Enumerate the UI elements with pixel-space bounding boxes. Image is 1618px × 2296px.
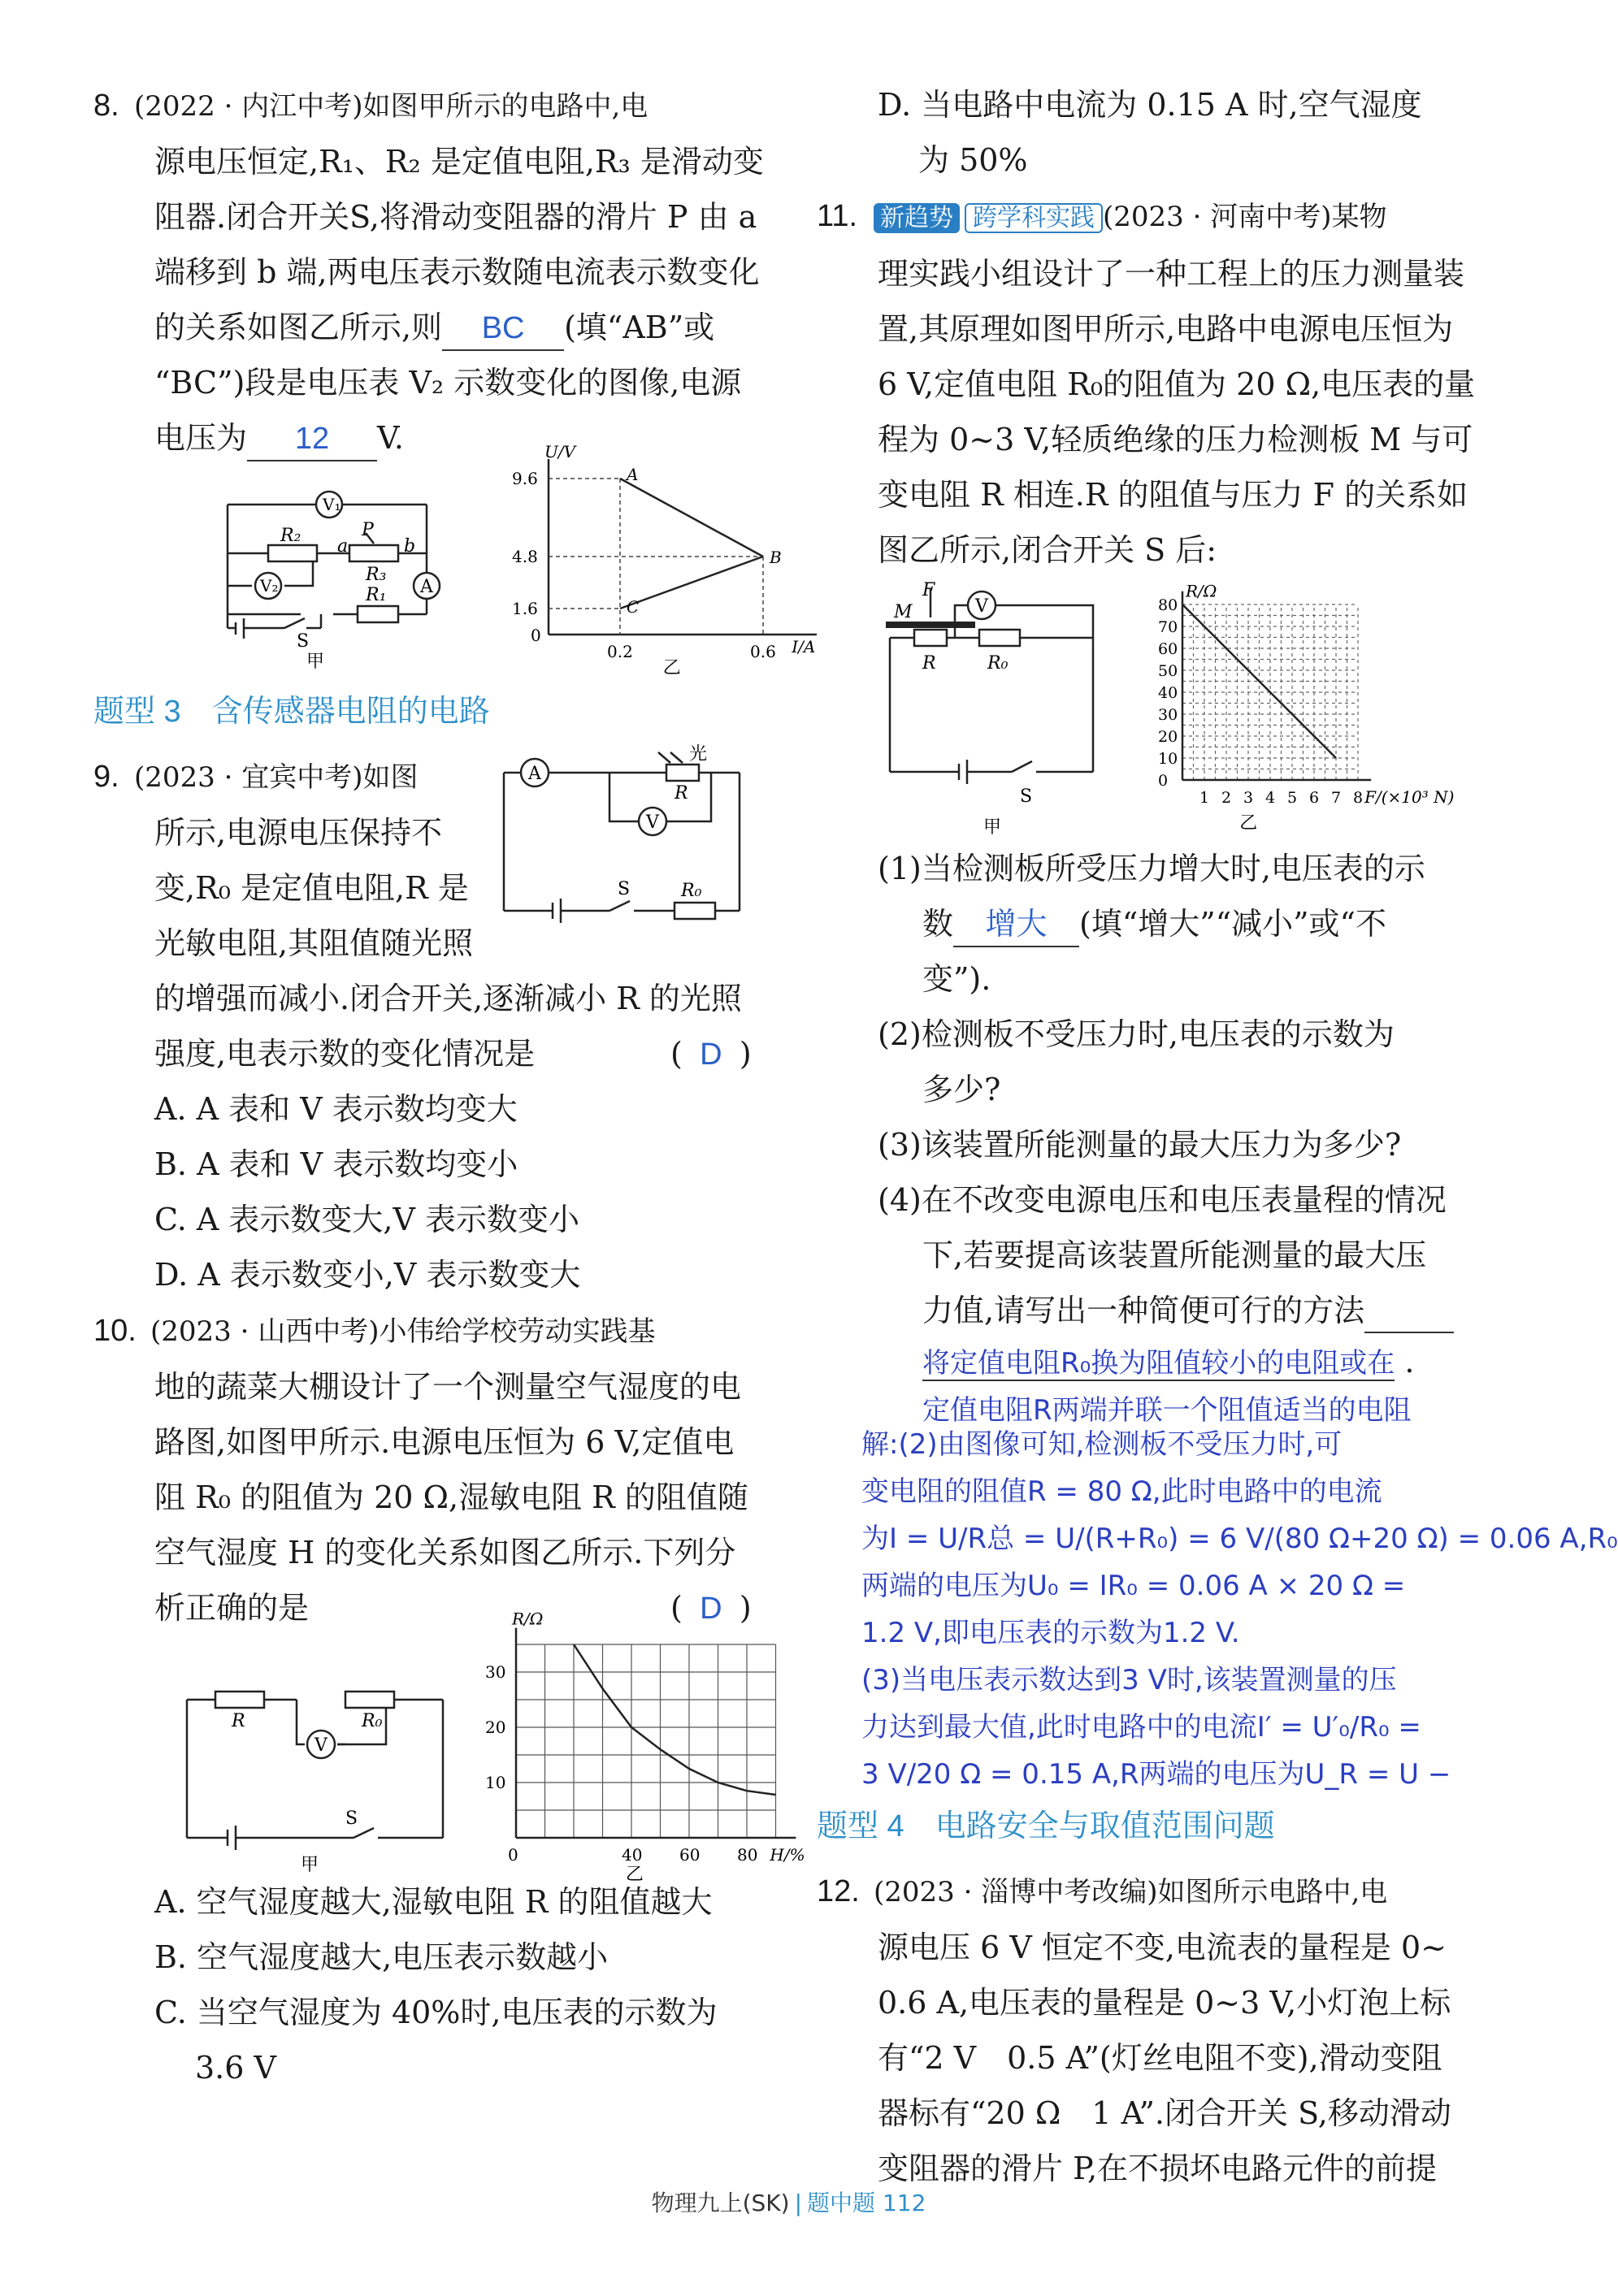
voltmeter-v2-label: V₂: [260, 576, 279, 596]
question-line: 地的蔬菜大棚设计了一个测量空气湿度的电: [154, 1369, 742, 1405]
section-title: 题中题: [807, 2190, 876, 2216]
y-tick-label: 0: [1158, 772, 1169, 790]
question-line: 源电压 6 V 恒定不变,电流表的量程是 0~: [878, 1930, 1447, 1965]
caption-yi: 乙: [1239, 813, 1258, 834]
left-column: [93, 77, 816, 2095]
ammeter-label: A: [528, 764, 541, 784]
x-tick-label: 3: [1243, 789, 1254, 807]
question-line: 的增强而减小.闭合开关,逐渐减小 R 的光照: [154, 981, 742, 1016]
part-4-answer: 将定值电阻R₀换为阻值较小的电阻或在: [922, 1347, 1395, 1380]
r1-label: R₁: [366, 585, 387, 605]
x-tick-label: 1: [1199, 789, 1210, 807]
r0-label: R₀: [681, 881, 702, 901]
y-tick-label: 30: [1158, 706, 1178, 724]
question-line: 理实践小组设计了一种工程上的压力测量装: [878, 256, 1465, 292]
caption-yi: 乙: [662, 658, 681, 678]
part-4-cont: 下,若要提高该装置所能测量的最大压: [922, 1237, 1427, 1273]
x-tick-label: 40: [622, 1845, 643, 1865]
question-line: 阻器.闭合开关S,将滑动变阻器的滑片 P 由 a: [154, 199, 757, 235]
switch-label: S: [297, 631, 310, 652]
y-tick-label: 0: [531, 626, 541, 645]
question-text: 数: [922, 906, 954, 942]
y-tick-label: 50: [1158, 662, 1178, 680]
y-tick-label: 4.8: [512, 547, 538, 566]
solution-line: 变电阻的阻值R = 80 Ω,此时电路中的电流: [861, 1475, 1382, 1508]
question-line: 器标有“20 Ω 1 A”.闭合开关 S,移动滑动: [878, 2095, 1451, 2131]
y-tick-label: 9.6: [512, 469, 538, 488]
a-label: a: [337, 536, 349, 557]
book-title: 物理九上(SK): [651, 2190, 790, 2216]
x-tick-label: 5: [1287, 789, 1298, 807]
x-tick-label: 8: [1353, 789, 1364, 807]
question-text: (填“增大”“减小”或“不: [1079, 906, 1386, 942]
question-source: (2023 · 河南中考)某物: [1103, 201, 1387, 233]
question-line: 光敏电阻,其阻值随光照: [154, 925, 474, 961]
option-continued: 为 50%: [918, 142, 1028, 178]
option: B. A 表和 V 表示数均变小: [154, 1146, 518, 1182]
q8-graph: [512, 442, 817, 678]
solution-line: 为I = U/R总 = U/(R+R₀) = 6 V/(80 Ω+20 Ω) = 0.06 A,R₀: [861, 1523, 1618, 1555]
tag-new-trend: 新趋势: [874, 203, 960, 233]
option: A. A 表和 V 表示数均变大: [154, 1091, 518, 1127]
answer-blank-line: [1364, 1289, 1454, 1333]
question-text: 电压为: [154, 420, 248, 456]
solution-line: 3 V/20 Ω = 0.15 A,R两端的电压为U_R = U −: [861, 1758, 1451, 1791]
page-number: 112: [882, 2190, 926, 2216]
r-label: R: [922, 653, 936, 674]
question-line: (2023 · 山西中考)小伟给学校劳动实践基: [150, 1315, 656, 1348]
section-heading-4: 题型 4 电路安全与取值范围问题: [817, 1809, 1275, 1843]
option-continued: 3.6 V: [195, 2050, 276, 2086]
r0-label: R₀: [362, 1711, 383, 1731]
q11-graph: [1158, 582, 1454, 834]
question-line: 空气湿度 H 的变化关系如图乙所示.下列分: [154, 1535, 736, 1570]
y-axis-label: U/V: [544, 442, 576, 461]
solution: [817, 1421, 1618, 1798]
question-line: (2022 · 内江中考)如图甲所示的电路中,电: [134, 90, 649, 123]
part-3: (3)该装置所能测量的最大压力为多少?: [878, 1127, 1402, 1163]
r-label: R: [675, 783, 688, 804]
x-tick-label: 0: [508, 1845, 518, 1865]
ammeter-label: A: [420, 577, 433, 597]
r0-label: R₀: [987, 653, 1009, 674]
x-tick-label: 0.2: [607, 642, 633, 661]
question-line: 阻 R₀ 的阻值为 20 Ω,湿敏电阻 R 的阻值随: [154, 1479, 748, 1515]
x-tick-label: 60: [679, 1845, 701, 1865]
x-axis-label: H/%: [770, 1845, 805, 1865]
question-number: 9.: [93, 760, 119, 794]
x-tick-label: 7: [1331, 789, 1342, 807]
question-10: [93, 1302, 805, 2095]
point-c-label: C: [627, 597, 640, 617]
q9-figure: [496, 744, 780, 943]
question-line: “BC”)段是电压表 V₂ 示数变化的图像,电源: [154, 365, 742, 401]
y-tick-label: 20: [485, 1718, 506, 1737]
question-line: 路图,如图甲所示.电源电压恒为 6 V,定值电: [154, 1424, 735, 1460]
question-line: 有“2 V 0.5 A”(灯丝电阻不变),滑动变阻: [878, 2040, 1442, 2076]
question-9: [93, 744, 780, 1302]
m-label: M: [894, 602, 913, 622]
question-number: 11.: [817, 199, 858, 233]
y-tick-label: 60: [1158, 640, 1178, 658]
x-axis-label: I/A: [792, 637, 816, 656]
question-8: [93, 77, 816, 678]
q10-figure: [93, 1609, 805, 1885]
option: D. A 表示数变小,V 表示数变大: [154, 1257, 581, 1293]
answer-blank: 增大: [953, 903, 1079, 947]
caption-jia: 甲: [306, 652, 325, 672]
y-axis-label: R/Ω: [512, 1609, 544, 1629]
y-tick-label: 80: [1158, 596, 1178, 614]
q11-figure: [817, 581, 1503, 841]
option: C. 当空气湿度为 40%时,电压表的示数为: [154, 1995, 718, 2030]
part-1: (1)当检测板所受压力增大时,电压表的示: [878, 851, 1425, 886]
answer-choice: D: [700, 1592, 722, 1626]
question-line: (2023 · 淄博中考改编)如图所示电路中,电: [874, 1876, 1388, 1908]
voltmeter-v1-label: V₁: [323, 495, 341, 514]
light-label: 光: [689, 744, 708, 765]
caption-jia: 甲: [301, 1855, 319, 1875]
y-tick-label: 1.6: [512, 599, 538, 618]
part-1-cont: 变”).: [922, 961, 991, 997]
question-line: 源电压恒定,R₁、R₂ 是定值电阻,R₃ 是滑动变: [154, 144, 764, 180]
question-number: 10.: [93, 1314, 137, 1348]
voltmeter-label: V: [646, 812, 659, 833]
option: B. 空气湿度越大,电压表示数越小: [154, 1939, 609, 1975]
question-line: 变,R₀ 是定值电阻,R 是: [154, 870, 469, 906]
question-line: 所示,电源电压保持不: [154, 815, 443, 851]
y-tick-label: 70: [1158, 618, 1178, 636]
question-12: [817, 1863, 1503, 2196]
x-tick-label: 0.6: [750, 642, 776, 661]
r-label: R: [232, 1711, 245, 1731]
switch-label: S: [345, 1809, 358, 1829]
y-tick-label: 10: [1158, 750, 1178, 768]
question-text: (填“AB”或: [564, 310, 715, 345]
question-text: V.: [377, 420, 404, 456]
part-4: (4)在不改变电源电压和电压表量程的情况: [878, 1182, 1447, 1218]
b-label: b: [404, 536, 416, 557]
r3-label: R₃: [366, 565, 387, 585]
switch-label: S: [1020, 786, 1033, 807]
segment-bc: [620, 557, 763, 609]
voltmeter-label: V: [975, 596, 988, 617]
solution-line: (3)当电压表示数达到3 V时,该装置测量的压: [861, 1664, 1397, 1696]
q8-figure: [93, 442, 816, 678]
solution-line: 两端的电压为U₀ = IR₀ = 0.06 A × 20 Ω =: [861, 1570, 1406, 1602]
question-line: 程为 0~3 V,轻质绝缘的压力检测板 M 与可: [878, 422, 1473, 457]
question-text: 力值,请写出一种简便可行的方法: [922, 1293, 1365, 1328]
segment-ab: [620, 479, 763, 557]
option: D. 当电路中电流为 0.15 A 时,空气湿度: [878, 87, 1422, 123]
question-line: 0.6 A,电压表的量程是 0~3 V,小灯泡上标: [878, 1985, 1451, 2021]
x-axis-label: F/(×10³ N): [1364, 787, 1455, 807]
p-label: P: [362, 520, 374, 540]
y-tick-label: 40: [1158, 684, 1178, 702]
solution-line: 解:(2)由图像可知,检测板不受压力时,可: [861, 1428, 1343, 1461]
part-4-answer-cont: 定值电阻R两端并联一个阻值适当的电阻: [922, 1394, 1412, 1427]
caption-yi: 乙: [625, 1865, 644, 1885]
answer-bracket: ( D ): [670, 1026, 752, 1082]
y-tick-label: 20: [1158, 728, 1178, 746]
question-number: 12.: [817, 1874, 860, 1908]
x-tick-label: 2: [1221, 789, 1232, 807]
answer-blank: 12: [247, 418, 377, 461]
r-curve: [574, 1644, 776, 1795]
solution-line: 1.2 V,即电压表的示数为1.2 V.: [861, 1617, 1240, 1649]
option: C. A 表示数变大,V 表示数变小: [154, 1202, 580, 1237]
switch-label: S: [618, 879, 631, 899]
part-2-cont: 多少?: [922, 1072, 1001, 1107]
question-11: 11. 新趋势 跨学科实践 (2023 · 河南中考)某物 理实践小组设计了一种工程上的压力测量装 置,其原理如图甲所示,电路中电源电压恒为 6 V,定值电阻 R₀的阻值为 20 Ω,电压表的量 程为 0~3 V,轻质绝缘的压力检测板 M 与可 变电阻 R 相连.R 的阻值与压力 F 的关系如 图乙所示,闭合开关 S 后: V F M R R₀ S 甲 R/Ω F/(×10³ N) 80 70 60 50 40 30 20 10 0 1 2 3 4 5 6 7 8 乙 (1)当检测板所受压力增大时,电压表的示 数 增大 (填“增大”“减小”或“不 变”). (2)检测板不受压力时,电压表的示数为 多少? (3)该装置所能测量的最大压力为多少? (4)在不改变电源电压和电压表量程的情况 下,若要提高该装置所能测量的最大压 力值,请写出一种简便可行的方法 将定值电阻R₀换为阻值较小的电阻或在 . 定值电阻R两端并联一个阻值适当的电阻 解:(2)由图像可知,检测板不受压力时,可 变电阻的阻值R = 80 Ω,此时电路中的电流 为I = U/R总 = U/(R+R₀) = 6 V/(80 Ω+20 Ω) = 0.06 A,R₀ 两端的电压为U₀ = IR₀ = 0.06 A × 20 Ω = 1.2 V,即电压表的示数为1.2 V. (3)当电压表示数达到3 V时,该装置测量的压 力达到最大值,此时电路中的电流I′ = U′₀/R₀ = 3 V/20 Ω = 0.15 A,R两端的电压为U_R = U −: [817, 188, 1503, 1798]
tag-interdisciplinary: 跨学科实践: [965, 203, 1103, 233]
question-line: 变电阻 R 相连.R 的阻值与压力 F 的关系如: [878, 477, 1468, 513]
answer-choice: D: [700, 1038, 722, 1072]
x-tick-label: 6: [1309, 789, 1320, 807]
page-footer: [0, 2186, 1577, 2218]
question-text: 析正确的是: [154, 1590, 310, 1626]
x-tick-label: 80: [737, 1845, 758, 1865]
q10-graph: [485, 1609, 805, 1885]
force-label: F: [922, 580, 935, 600]
voltmeter-label: V: [314, 1735, 328, 1756]
answer-bracket: ( D ): [670, 1580, 752, 1636]
question-line: 6 V,定值电阻 R₀的阻值为 20 Ω,电压表的量: [878, 366, 1476, 402]
part-2: (2)检测板不受压力时,电压表的示数为: [878, 1016, 1395, 1052]
point-b-label: B: [770, 548, 782, 567]
answer-blank: BC: [442, 307, 564, 351]
question-line: (2023 · 宜宾中考)如图: [134, 761, 419, 794]
right-column: [817, 77, 1618, 2196]
question-text: 的关系如图乙所示,则: [154, 310, 443, 345]
section-heading-3: 题型 3 含传感器电阻的电路: [93, 695, 490, 729]
question-line: 图乙所示,闭合开关 S 后:: [878, 532, 1217, 568]
y-tick-label: 30: [485, 1662, 506, 1682]
question-text: 强度,电表示数的变化情况是: [154, 1036, 536, 1072]
x-tick-label: 4: [1265, 789, 1276, 807]
question-line: 端移到 b 端,两电压表示数随电流表示数变化: [154, 254, 760, 290]
point-a-label: A: [627, 465, 639, 484]
question-number: 8.: [93, 89, 119, 123]
question-line: 置,其原理如图甲所示,电路中电源电压恒为: [878, 311, 1454, 347]
caption-jia: 甲: [983, 817, 1002, 838]
r2-label: R₂: [280, 526, 301, 546]
question-line: 变阻器的滑片 P,在不损坏电路元件的前提: [878, 2151, 1438, 2186]
y-axis-label: R/Ω: [1186, 581, 1217, 601]
solution-line: 力达到最大值,此时电路中的电流I′ = U′₀/R₀ =: [861, 1711, 1421, 1744]
option: A. 空气湿度越大,湿敏电阻 R 的阻值越大: [154, 1884, 713, 1920]
footer-separator: |: [794, 2190, 803, 2216]
y-tick-label: 10: [485, 1773, 506, 1792]
